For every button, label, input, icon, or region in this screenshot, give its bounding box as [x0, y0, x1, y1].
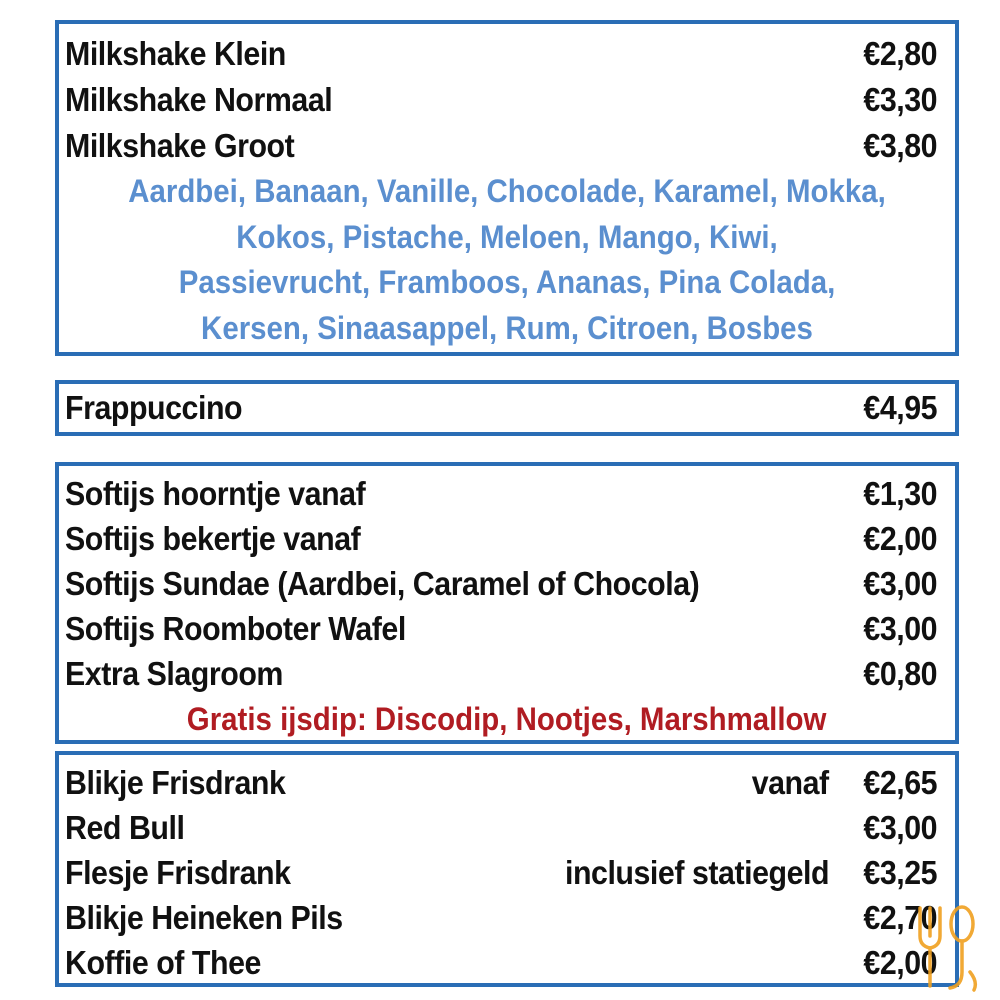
item-name: Blikje Frisdrank — [65, 764, 286, 801]
menu-item-red-bull — [65, 806, 937, 850]
milkshake-flavors — [59, 169, 955, 351]
item-price: €3,25 — [863, 854, 937, 891]
menu-item-koffie-thee — [65, 941, 937, 985]
menu-item-heineken — [65, 896, 937, 940]
frappuccino-section — [55, 380, 959, 436]
item-name: Softijs Roomboter Wafel — [65, 610, 406, 647]
item-name: Milkshake Normaal — [65, 81, 333, 118]
item-price: €4,95 — [863, 389, 937, 426]
fork-spoon-watermark-icon — [912, 902, 984, 992]
item-price: €2,70 — [863, 899, 937, 936]
item-price: €2,00 — [863, 944, 937, 981]
item-name: Frappuccino — [65, 389, 243, 426]
item-price: €1,30 — [863, 475, 937, 512]
menu-item-milkshake-groot — [65, 124, 937, 168]
item-name: Softijs bekertje vanaf — [65, 520, 361, 557]
flavor-line: Aardbei, Banaan, Vanille, Chocolade, Karamel, Mokka, — [128, 173, 886, 209]
item-price: €3,00 — [863, 809, 937, 846]
menu-item-softijs-wafel — [65, 607, 937, 651]
menu-item-extra-slagroom — [65, 652, 937, 696]
drinks-section — [55, 751, 959, 987]
flavor-line: Passievrucht, Framboos, Ananas, Pina Colada, — [178, 264, 836, 300]
item-name: Extra Slagroom — [65, 655, 283, 692]
item-name: Milkshake Klein — [65, 35, 286, 72]
menu-item-milkshake-normaal — [65, 78, 937, 122]
item-price: €2,80 — [863, 35, 937, 72]
item-name: Flesje Frisdrank — [65, 854, 291, 891]
item-name: Softijs hoorntje vanaf — [65, 475, 366, 512]
item-note: vanaf — [751, 764, 829, 801]
milkshake-section — [55, 20, 959, 356]
item-note: inclusief statiegeld — [564, 854, 829, 891]
item-name: Softijs Sundae (Aardbei, Caramel of Chocola) — [65, 565, 700, 602]
item-name: Milkshake Groot — [65, 127, 295, 164]
item-price: €2,00 — [863, 520, 937, 557]
softijs-section — [55, 462, 959, 744]
menu-item-milkshake-klein — [65, 32, 937, 76]
menu-item-frappuccino — [65, 386, 937, 430]
gratis-ijsdip-note — [59, 697, 955, 741]
menu-item-softijs-hoorntje — [65, 472, 937, 516]
item-price: €3,00 — [863, 610, 937, 647]
item-price: €2,65 — [863, 764, 937, 801]
item-price: €3,80 — [863, 127, 937, 164]
item-price: €3,30 — [863, 81, 937, 118]
gratis-text: Gratis ijsdip: Discodip, Nootjes, Marshmallow — [187, 701, 827, 737]
menu-item-softijs-bekertje — [65, 517, 937, 561]
menu-item-blikje-frisdrank — [65, 761, 937, 805]
item-price: €3,00 — [863, 565, 937, 602]
flavor-line: Kersen, Sinaasappel, Rum, Citroen, Bosbes — [201, 309, 813, 346]
item-price: €0,80 — [863, 655, 937, 692]
menu-item-softijs-sundae — [65, 562, 937, 606]
item-name: Blikje Heineken Pils — [65, 899, 343, 936]
flavor-line: Kokos, Pistache, Meloen, Mango, Kiwi, — [236, 218, 778, 255]
menu-item-flesje-frisdrank — [65, 851, 937, 895]
item-name: Red Bull — [65, 809, 185, 846]
item-name: Koffie of Thee — [65, 944, 261, 981]
